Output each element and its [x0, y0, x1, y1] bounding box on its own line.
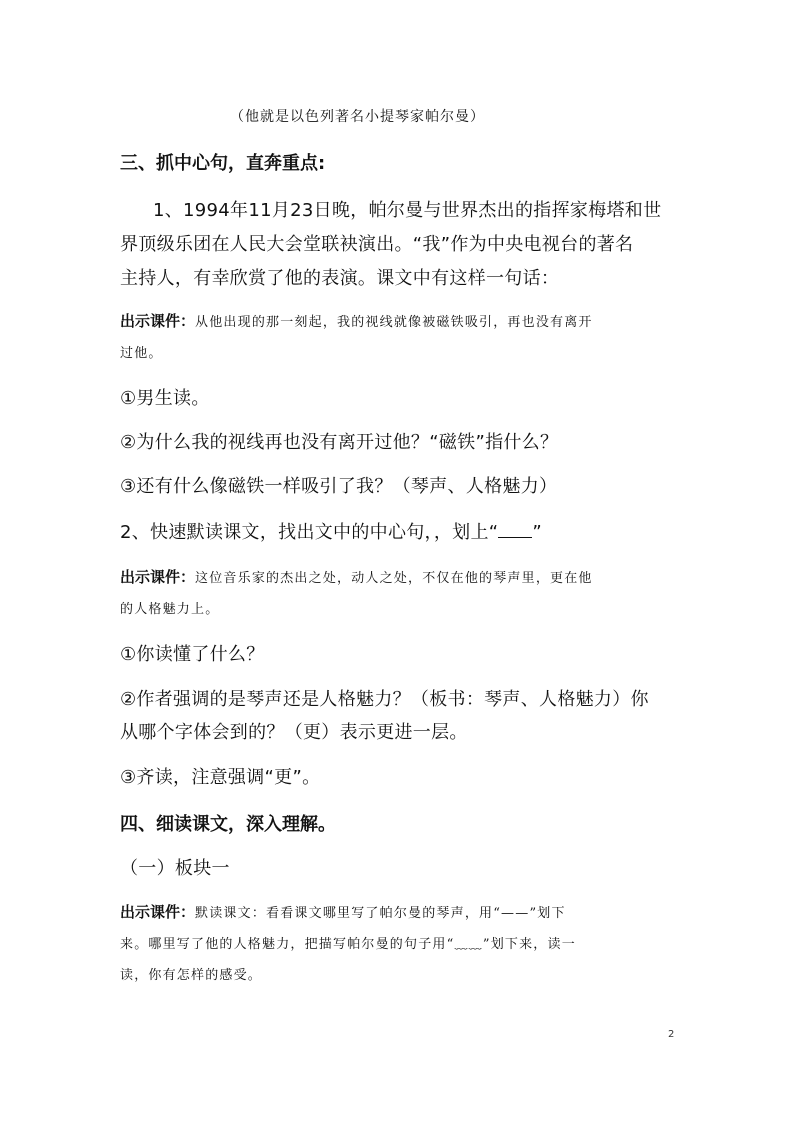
courseware-text: 读，你有怎样的感受。	[120, 968, 263, 983]
courseware-text: 默读课文：看看课文哪里写了帕尔曼的琴声，用“——”划下	[195, 906, 566, 921]
courseware-2	[120, 566, 593, 587]
courseware-text: 从他出现的那一刻起，我的视线就像被磁铁吸引，再也没有离开	[195, 315, 593, 330]
courseware-text: 来。哪里写了他的人格魅力，把描写帕尔曼的句子用“﹏﹏”划下来，读一	[120, 937, 576, 952]
paragraph-1-line-3: 主持人，有幸欣赏了他的表演。课文中有这样一句话：	[120, 268, 560, 289]
paragraph-1-line-2: 界顶级乐团在人民大会堂联袂演出。“我”作为中央电视台的著名	[120, 234, 634, 255]
task-2-close: ”	[532, 522, 543, 543]
courseware-text: 过他。	[120, 346, 163, 361]
question-item: ①男生读。	[120, 388, 210, 409]
courseware-text: 的人格魅力上。	[120, 602, 220, 617]
task-2-text: 2、快速默读课文，找出文中的中心句，，划上“	[120, 522, 499, 543]
question-item: ③齐读，注意强调“更”。	[120, 767, 321, 788]
courseware-label: 出示课件：	[120, 312, 196, 330]
courseware-1	[120, 310, 593, 331]
section-3-heading: 三、抓中心句，直奔重点:	[120, 153, 326, 174]
courseware-3	[120, 901, 566, 922]
page-number: 2	[668, 1029, 675, 1040]
block-1-label: （一）板块一	[120, 858, 230, 879]
courseware-label: 出示课件：	[120, 903, 196, 921]
question-item: ②为什么我的视线再也没有离开过他？“磁铁”指什么？	[120, 432, 559, 453]
underline-blank	[498, 523, 532, 538]
subtitle: （他就是以色列著名小提琴家帕尔曼）	[230, 109, 485, 125]
paragraph-1-line-1: 1、1994年11月23日晚，帕尔曼与世界杰出的指挥家梅塔和世	[153, 200, 662, 221]
question-item: ①你读懂了什么？	[120, 644, 265, 665]
section-4-heading: 四、细读课文，深入理解。	[120, 814, 336, 835]
task-2	[120, 518, 542, 544]
question-item-continued: 从哪个字体会到的？（更）表示更进一层。	[120, 722, 468, 743]
courseware-label: 出示课件：	[120, 568, 196, 586]
courseware-text: 这位音乐家的杰出之处，动人之处，不仅在他的琴声里，更在他	[195, 571, 593, 586]
question-item: ②作者强调的是琴声还是人格魅力？（板书：琴声、人格魅力）你	[120, 689, 649, 710]
question-item: ③还有什么像磁铁一样吸引了我？（琴声、人格魅力）	[120, 476, 558, 497]
